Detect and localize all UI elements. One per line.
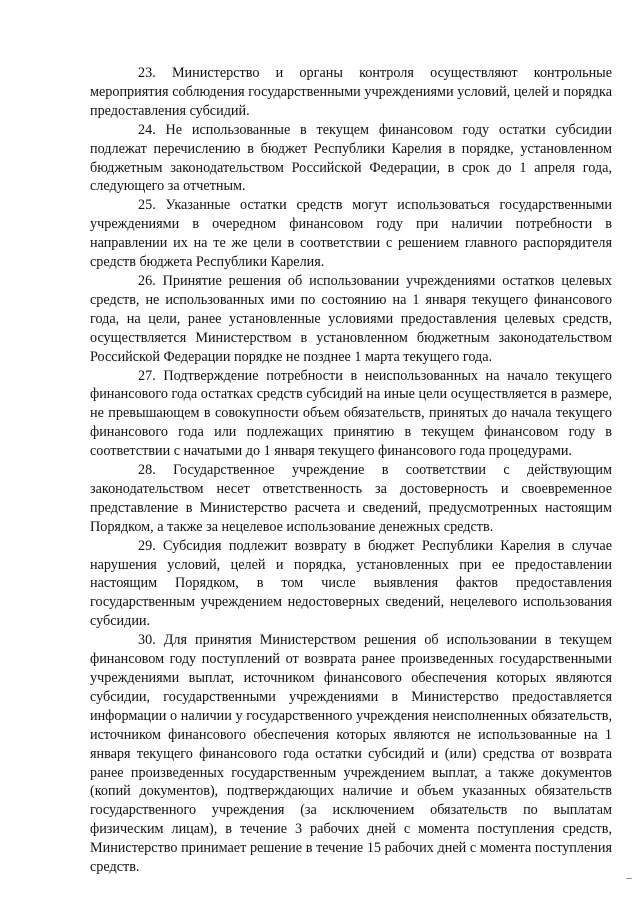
paragraph-25: 25. Указанные остатки средств могут использоваться государственными учреждениями в очередном финансовом году при наличии потребности в направлении их на те же цели в соответствии с решением главного распорядителя средств бюджета Республики Карелия. bbox=[90, 197, 612, 271]
paragraph-30: 30. Для принятия Министерством решения об использовании в текущем финансовом году поступлений от возврата ранее произведенных государственными учреждениями выплат, источником финансового обеспечения которых являются субсидии, государственными учреждениями в Министерство предоставляется информации о наличии у государственного учреждения неисполненных обязательств, источником финансового обеспечения которых являются не использованные на 1 января текущего финансового года остатки субсидий и (или) средства от возврата ранее произведенных государственным учреждением выплат, а также документов (копий документов), подтверждающих наличие и объем указанных обязательств государственного учреждения (за исключением обязательств по выплатам физическим лицам), в течение 3 рабочих дней с момента поступления средств, Министерство принимает решение в течение 15 рабочих дней с момента поступления средств. bbox=[90, 632, 612, 876]
paragraph-29: 29. Субсидия подлежит возврату в бюджет Республики Карелия в случае нарушения условий, целей и порядка, установленных при ее предоставлении настоящим Порядком, в том числе выявления фактов предоставления государственным учреждением недостоверных сведений, нецелевого использования субсидии. bbox=[90, 537, 612, 630]
paragraph-23: 23. Министерство и органы контроля осуществляют контрольные мероприятия соблюдения государственными учреждениями условий, целей и порядка предоставления субсидий. bbox=[90, 65, 612, 119]
paragraph-26: 26. Принятие решения об использовании учреждениями остатков целевых средств, не использованных ими по состоянию на 1 января текущего финансового года, на цели, ранее установленные условиями предоставления целевых средств, осуществляется Министерством в установленном бюджетным законодательством Российской Федерации порядке не позднее 1 марта текущего года. bbox=[90, 272, 612, 365]
paragraph-27: 27. Подтверждение потребности в неиспользованных на начало текущего финансового года остатках средств субсидий на иные цели осуществляется в размере, не превышающем в совокупности объем обязательств, принятых до начала текущего финансового года или подлежащих принятию в текущем финансовом году в соответствии с начатыми до 1 января текущего финансового года процедурами. bbox=[90, 367, 612, 460]
paragraph-28: 28. Государственное учреждение в соответствии с действующим законодательством несет ответственность за достоверность и своевременное представление в Министерство расчета и сведений, предусмотренных настоящим Порядком, а также за нецелевое использование денежных средств. bbox=[90, 462, 612, 535]
paragraph-24: 24. Не использованные в текущем финансовом году остатки субсидии подлежат перечислению в бюджет Республики Карелия в порядке, установленном бюджетным законодательством Российской Федерации, в срок до 1 апреля года, следующего за отчетным. bbox=[90, 121, 612, 195]
document-page bbox=[90, 64, 612, 877]
scan-edge-mark bbox=[626, 878, 632, 879]
